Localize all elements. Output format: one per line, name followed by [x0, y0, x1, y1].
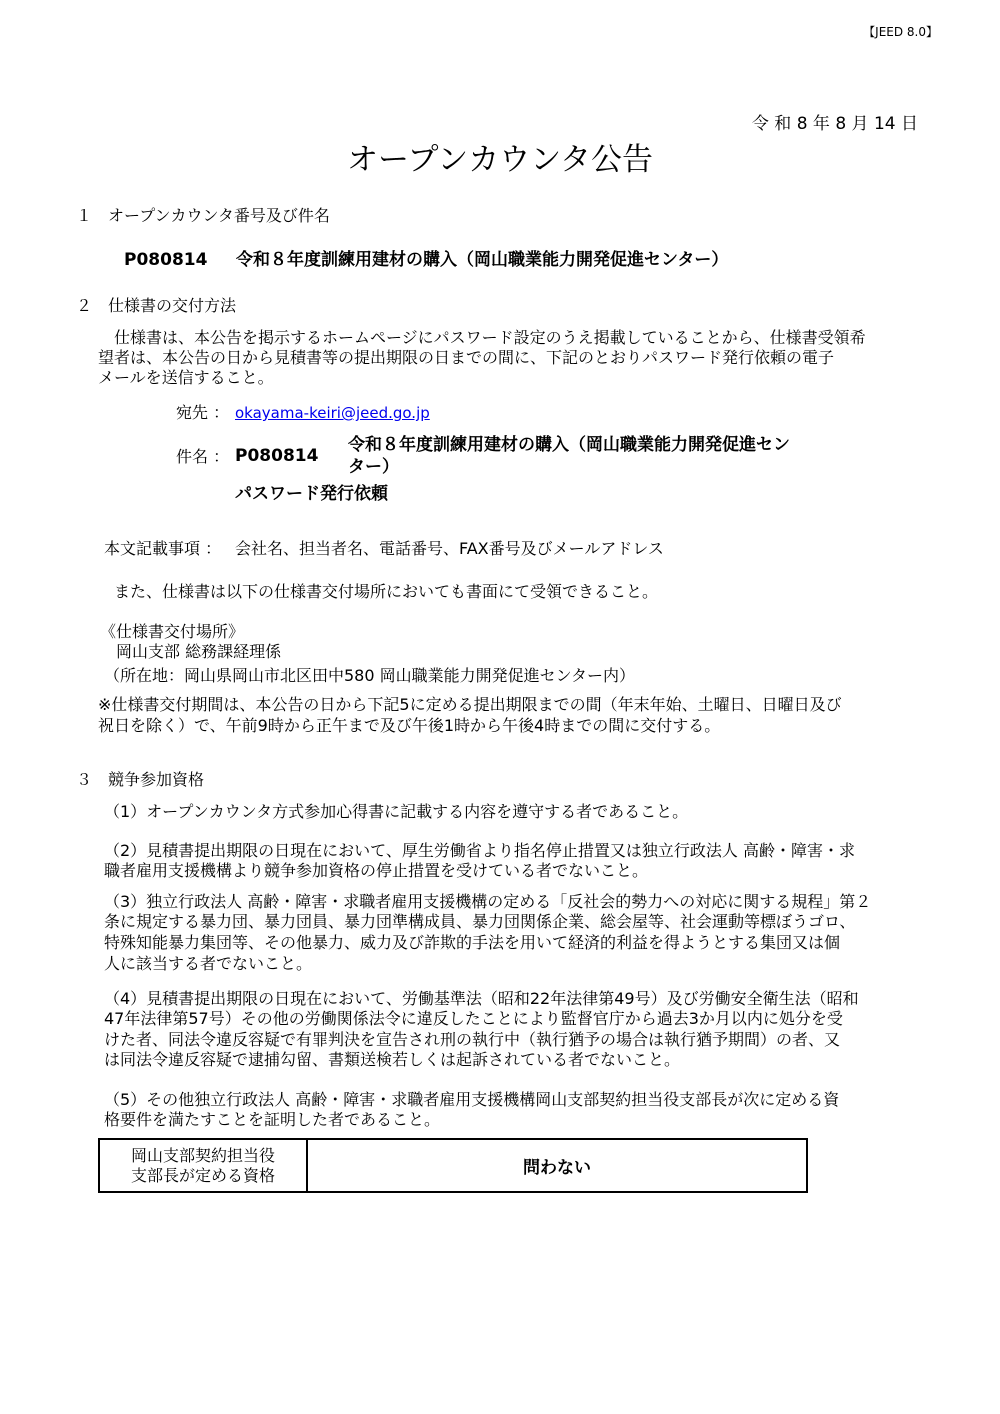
qualification-item4-line3: けた者、同法令違反容疑で有罪判決を宣告され刑の執行中（執行猶予の場合は執行猶予期間）の者、又 — [104, 1030, 841, 1049]
email-subject-line1: 令和８年度訓練用建材の購入（岡山職業能力開発促進セン — [348, 435, 790, 455]
section1-heading: １ オープンカウンタ番号及び件名 — [76, 206, 330, 225]
email-link[interactable]: okayama-keiri@jeed.go.jp — [235, 404, 430, 422]
body-items-value: 会社名、担当者名、電話番号、FAX番号及びメールアドレス — [235, 539, 664, 558]
qualification-table — [98, 1138, 808, 1193]
qualification-item3-line1: （3）独立行政法人 高齢・障害・求職者雇用支援機構の定める「反社会的勢力への対応に関する規程」第２ — [104, 892, 872, 911]
qualification-table-label-line1: 岡山支部契約担当役 — [130, 1145, 275, 1165]
period-line1: ※仕様書交付期間は、本公告の日から下記5に定める提出期限までの間（年末年始、土曜日、日曜日及び — [98, 695, 842, 714]
qualification-item4-line1: （4）見積書提出期限の日現在において、労働基準法（昭和22年法律第49号）及び労働安全衛生法（昭和 — [104, 989, 859, 1008]
section2-para-line2: 望者は、本公告の日から見積書等の提出期限の日までの間に、下記のとおりパスワード発行依頼の電子 — [98, 348, 835, 367]
page-title: オープンカウンタ公告 — [347, 142, 653, 178]
qualification-item4-line2: 47年法律第57号）その他の労働関係法令に違反したことにより監督官庁から過去3か月以内に処分を受 — [104, 1009, 843, 1028]
period-line2: 祝日を除く）で、午前9時から正午まで及び午後1時から午後4時までの間に交付する。 — [98, 716, 721, 735]
section3-heading: ３ 競争参加資格 — [76, 770, 205, 789]
to-label: 宛先 ： — [176, 403, 230, 422]
qualification-item4-line4: は同法令違反容疑で逮捕勾留、書類送検若しくは起訴されている者でないこと。 — [104, 1050, 681, 1069]
body-items-label: 本文記載事項 ： — [104, 539, 222, 558]
qualification-item2-line2: 職者雇用支援機構より競争参加資格の停止措置を受けている者でないこと。 — [104, 861, 649, 880]
email-subject-number: P080814 — [235, 446, 319, 466]
notice-date: 令 和 8 年 8 月 14 日 — [751, 114, 918, 134]
qualification-item3-line4: 人に該当する者でないこと。 — [104, 954, 313, 973]
email-subject-line3: パスワード発行依頼 — [235, 484, 388, 504]
paper-note: また、仕様書は以下の仕様書交付場所においても書面にて受領できること。 — [114, 582, 659, 601]
qualification-table-row — [99, 1139, 807, 1192]
qualification-item2-line1: （2）見積書提出期限の日現在において、厚生労働省より指名停止措置又は独立行政法人 高齢・障害・求 — [104, 841, 855, 860]
section2-para-line3: メールを送信すること。 — [98, 368, 274, 387]
qualification-table-label-line2: 支部長が定める資格 — [130, 1165, 275, 1185]
section2-heading: ２ 仕様書の交付方法 — [76, 296, 237, 315]
place-address: （所在地：岡山県岡山市北区田中580 岡山職業能力開発促進センター内） — [104, 666, 635, 685]
counter-subject: 令和８年度訓練用建材の購入（岡山職業能力開発促進センター） — [236, 250, 729, 270]
email-subject-line2: ター） — [348, 457, 399, 477]
qualification-item3-line2: 条に規定する暴力団、暴力団員、暴力団準構成員、暴力団関係企業、総会屋等、社会運動等標ぼうゴロ、 — [104, 912, 856, 931]
subject-label: 件名 ： — [176, 447, 230, 466]
qualification-item5-line1: （5）その他独立行政法人 高齢・障害・求職者雇用支援機構岡山支部契約担当役支部長が次に定める資 — [104, 1090, 840, 1109]
section2-para-line1: 仕様書は、本公告を掲示するホームページにパスワード設定のうえ掲載していることから、仕様書受領希 — [114, 328, 866, 347]
counter-number: P080814 — [124, 250, 208, 270]
version-tag: 【JEED 8.0】 — [863, 25, 938, 39]
qualification-table-label — [99, 1139, 307, 1192]
qualification-table-value: 問わない — [307, 1139, 807, 1192]
place-heading: 《仕様書交付場所》 — [100, 622, 245, 641]
place-name: 岡山支部 総務課経理係 — [116, 642, 282, 661]
qualification-item5-line2: 格要件を満たすことを証明した者であること。 — [104, 1110, 441, 1129]
qualification-item3-line3: 特殊知能暴力集団等、その他暴力、威力及び詐欺的手法を用いて経済的利益を得ようとする集団又は個 — [104, 933, 841, 952]
qualification-item1: （1）オープンカウンタ方式参加心得書に記載する内容を遵守する者であること。 — [104, 802, 689, 821]
